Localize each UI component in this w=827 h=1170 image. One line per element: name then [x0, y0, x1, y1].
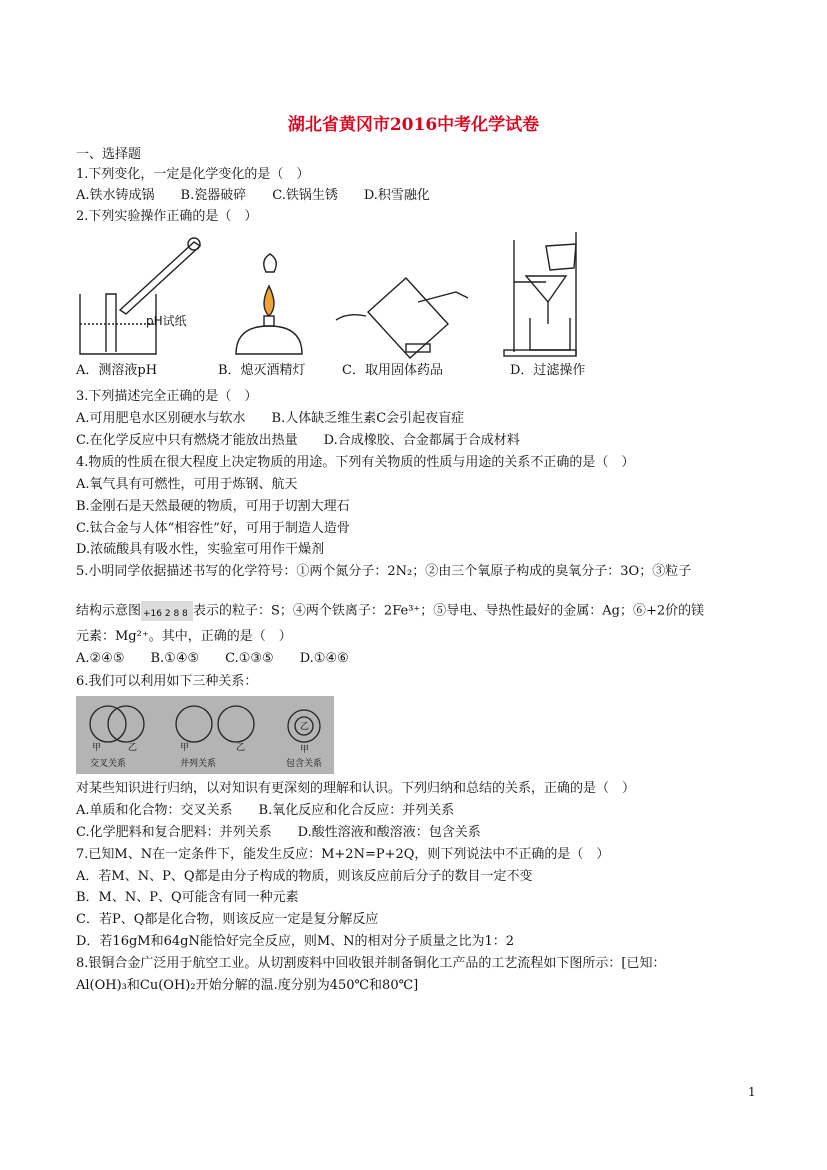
q6-line-ab: A.单质和化合物：交叉关系 B.氧化反应和化合反应：并列关系 [76, 803, 455, 818]
venn-caption-parallel: 并列关系 [180, 759, 217, 769]
venn-label-b1: 乙 [128, 743, 138, 753]
apparatus-illustration [76, 232, 636, 362]
q5-line-2a: 结构示意图 [76, 603, 142, 619]
q4-stem: 4.物质的性质在很大程度上决定物质的用途。下列有关物质的性质与用途的关系不正确的是（ ） [76, 455, 635, 470]
venn-label-a1: 甲 [92, 743, 102, 753]
q7-stem: 7.已知M、N在一定条件下，能发生反应：M+2N=P+2Q，则下列说法中不正确的是（ ） [76, 847, 610, 862]
caption-c: C．取用固体药品 [342, 363, 443, 378]
q7-line-b: B．M、N、P、Q可能含有同一种元素 [76, 890, 299, 905]
q6-line-cd: C.化学肥料和复合肥料：并列关系 D.酸性溶液和酸溶液：包含关系 [76, 825, 481, 840]
caption-d: D．过滤操作 [510, 363, 586, 378]
q3-line-2: C.在化学反应中只有燃烧才能放出热量 D.合成橡胶、合金都属于合成材料 [76, 433, 520, 448]
q3-line-1: A.可用肥皂水区别硬水与软水 B.人体缺乏维生素C会引起夜盲症 [76, 411, 465, 426]
q4-line-a: A.氧气具有可燃性，可用于炼钢、航天 [76, 477, 298, 492]
caption-b: B．熄灭酒精灯 [218, 363, 306, 378]
q5-line-2b: 表示的粒子：S；④两个铁离子：2Fe³⁺；⑤导电、导热性最好的金属：Ag；⑥+2价的镁 [193, 603, 705, 619]
venn-label-b2: 乙 [236, 743, 246, 753]
q6-line-2: 对某些知识进行归纳，以对知识有更深刻的理解和认识。下列归纳和总结的关系，正确的是（ ） [76, 781, 636, 796]
q4-line-d: D.浓硫酸具有吸水性，实验室可用作干燥剂 [76, 542, 325, 557]
page-title: 湖北省黄冈市2016中考化学试卷 [287, 115, 540, 135]
q2-stem: 2.下列实验操作正确的是（ ） [76, 209, 258, 224]
q4-line-c: C.钛合金与人体“相容性”好，可用于制造人造骨 [76, 521, 350, 536]
venn-svg [76, 696, 334, 774]
q3-stem: 3.下列描述完全正确的是（ ） [76, 389, 258, 404]
ph-paper-label: pH试纸 [146, 314, 187, 328]
q8-line-2: Al(OH)₃和Cu(OH)₂开始分解的温.度分别为450℃和80℃] [76, 978, 419, 993]
venn-caption-contain: 包含关系 [286, 759, 323, 769]
section-heading: 一、选择题 [76, 147, 142, 162]
atom-structure-diagram [141, 601, 193, 621]
q1-stem: 1.下列变化，一定是化学变化的是（ ） [76, 167, 310, 182]
q4-line-b: B.金刚石是天然最硬的物质，可用于切割大理石 [76, 499, 350, 514]
q1-options: A.铁水铸成锅 B.瓷器破碎 C.铁锅生锈 D.积雪融化 [76, 188, 430, 203]
venn-label-b3: 乙 [300, 722, 310, 732]
q2-figure [76, 232, 636, 362]
venn-label-a3: 甲 [300, 745, 310, 755]
venn-caption-cross: 交叉关系 [90, 759, 127, 769]
caption-a: A．测溶液pH [76, 363, 158, 378]
venn-diagram [76, 696, 334, 774]
page-number: 1 [748, 1085, 756, 1099]
q5-line-1: 5.小明同学依据描述书写的化学符号：①两个氮分子：2N₂；②由三个氧原子构成的臭氧分子：3O；③粒子 [76, 564, 692, 579]
q5-line-3: 元素：Mg²⁺。其中，正确的是（ ） [76, 629, 292, 644]
q7-line-a: A．若M、N、P、Q都是由分子构成的物质，则该反应前后分子的数目一定不变 [76, 869, 533, 884]
q5-options: A.②④⑤ B.①④⑤ C.①③⑤ D.①④⑥ [76, 651, 349, 666]
atom-structure-label: +16 2 8 8 [143, 609, 188, 619]
q6-stem: 6.我们可以利用如下三种关系： [76, 674, 258, 689]
q5-line-2 [76, 601, 704, 621]
q7-line-c: C．若P、Q都是化合物，则该反应一定是复分解反应 [76, 912, 379, 927]
venn-label-a2: 甲 [180, 743, 190, 753]
q7-line-d: D．若16gM和64gN能恰好完全反应，则M、N的相对分子质量之比为1：2 [76, 934, 515, 949]
q8-line-1: 8.银铜合金广泛用于航空工业。从切割废料中回收银并制备铜化工产品的工艺流程如下图所示：[已知： [76, 956, 666, 971]
